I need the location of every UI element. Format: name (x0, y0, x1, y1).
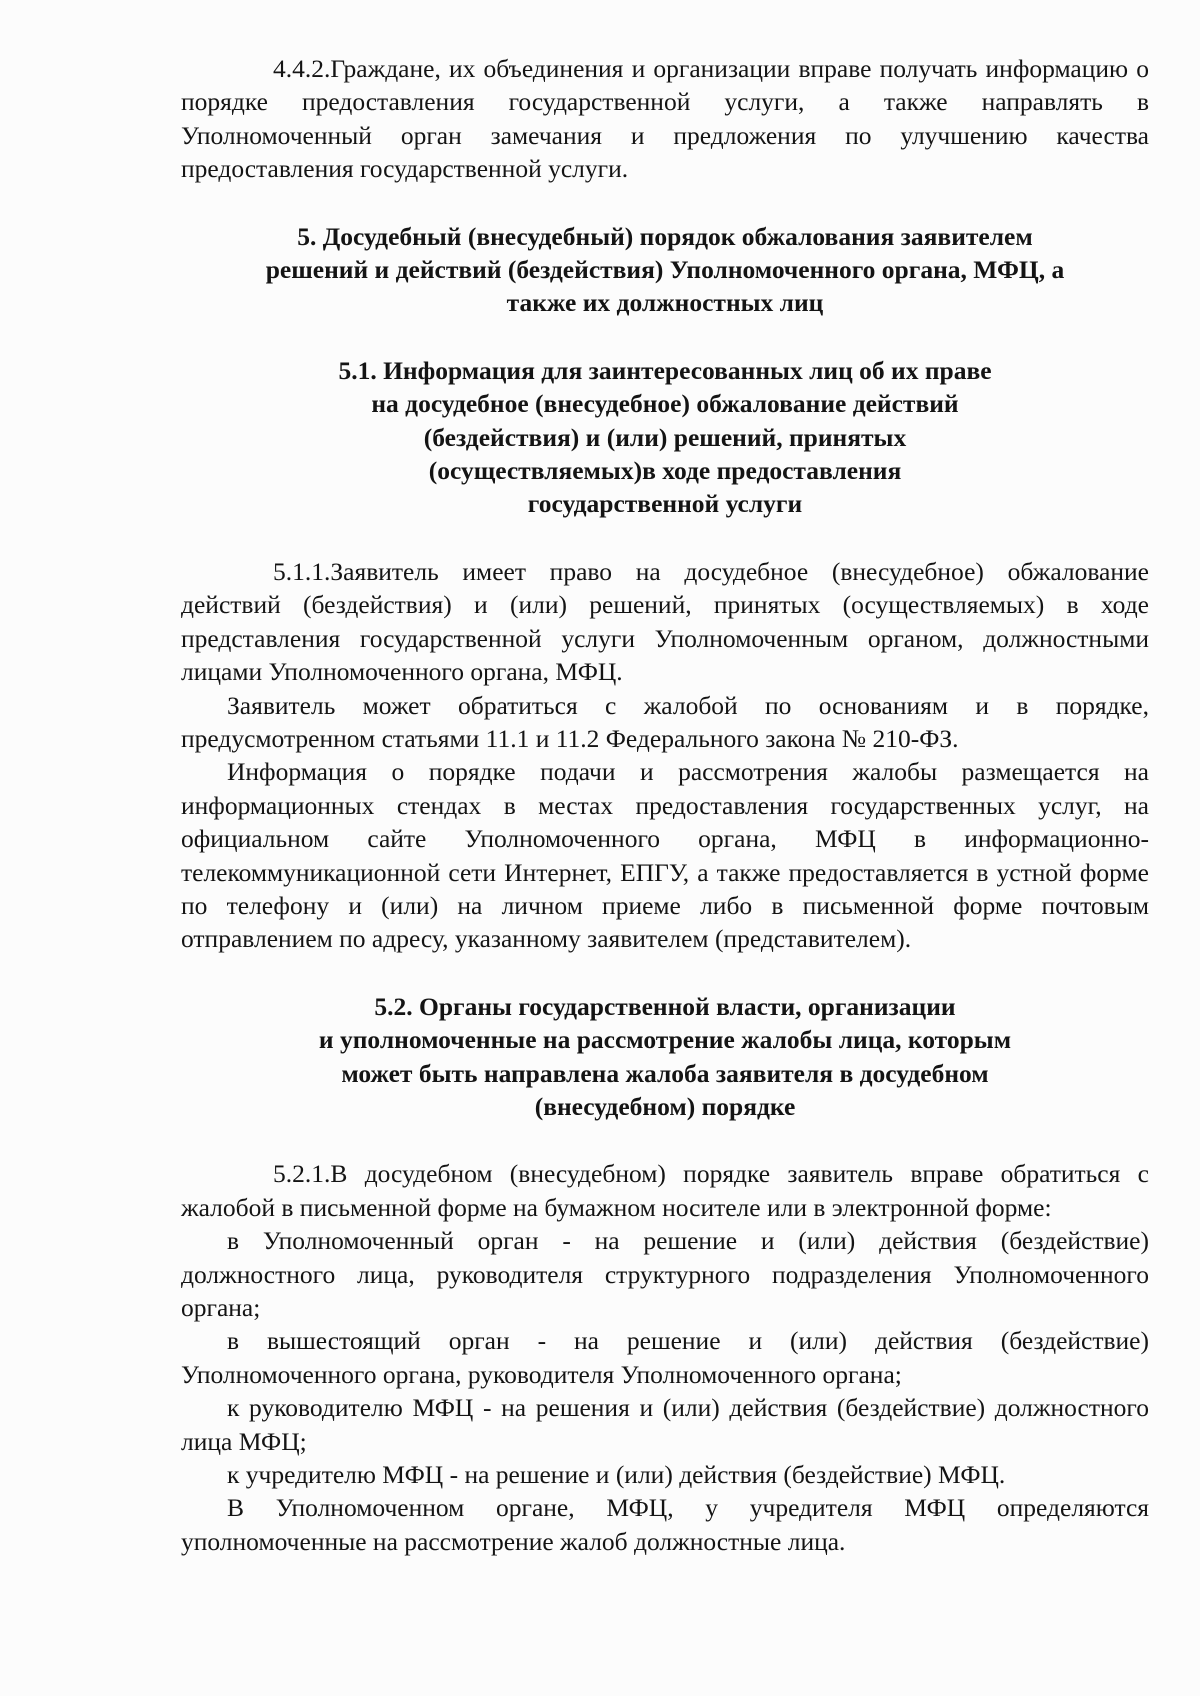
spacer (181, 521, 1149, 555)
spacer (181, 320, 1149, 354)
paragraph-number: 4.4.2. (273, 54, 331, 83)
document-body (181, 52, 1149, 1558)
paragraph-authorized-officials: В Уполномоченном органе, МФЦ, у учредителя МФЦ определяются уполномоченные на рассмотрение жалоб должностные лица. (181, 1493, 1149, 1556)
heading-line: (бездействия) и (или) решений, принятых (423, 422, 907, 452)
section-5-2-heading (181, 990, 1149, 1124)
section-5-1-heading (181, 354, 1149, 521)
paragraph-4-4-2 (181, 52, 1149, 186)
paragraph-text: В досудебном (внесудебном) порядке заявитель вправе обратиться с жалобой в письменной форме на бумажном носителе или в электронной форме: (181, 1159, 1149, 1222)
heading-line: может быть направлена жалоба заявителя в досудебном (341, 1058, 989, 1088)
heading-line: также их должностных лиц (506, 288, 824, 318)
heading-line: государственной услуги (527, 489, 803, 519)
heading-line: 5.2. Органы государственной власти, организации (374, 991, 956, 1021)
section-5-heading (181, 220, 1149, 320)
heading-line: и уполномоченные на рассмотрение жалобы лица, которым (318, 1025, 1012, 1055)
spacer (181, 186, 1149, 220)
spacer (181, 956, 1149, 990)
heading-line: 5.1. Информация для заинтересованных лиц об их праве (338, 355, 992, 385)
heading-line: 5. Досудебный (внесудебный) порядок обжалования заявителем (297, 221, 1033, 251)
paragraph-text: Граждане, их объединения и организации вправе получать информацию о порядке предоставления государственной услуги, а также направлять в Уполномоченный орган замечания и предложения по улучшению качества предоставления государственной услуги. (181, 54, 1149, 184)
paragraph-number: 5.1.1. (273, 556, 331, 586)
list-item-higher-body: в вышестоящий орган - на решение и (или) действия (бездействие) Уполномоченного органа, руководителя Уполномоченного органа; (181, 1326, 1149, 1389)
spacer (181, 1123, 1149, 1157)
list-item-authorized-body: в Уполномоченный орган - на решение и (или) действия (бездействие) должностного лица, руководителя структурного подразделения Уполномоченного органа; (181, 1226, 1149, 1322)
list-item-mfc-founder: к учредителю МФЦ - на решение и (или) действия (бездействие) МФЦ. (227, 1460, 1006, 1490)
paragraph-5-2-1 (181, 1157, 1149, 1224)
paragraph-number: 5.2.1. (273, 1159, 331, 1189)
list-item-mfc-head: к руководителю МФЦ - на решения и (или) действия (бездействие) должностного лица МФЦ; (181, 1393, 1149, 1456)
paragraph-text: Заявитель имеет право на досудебное (внесудебное) обжалование действий (бездействия) и (или) решений, принятых (осуществляемых) в ходе представления государственной услуги Уполномоченным органом, должностными лицами Уполномоченного органа, МФЦ. (181, 556, 1149, 687)
paragraph-5-1-1 (181, 555, 1149, 689)
heading-line: (осуществляемых)в ходе предоставления (428, 456, 902, 486)
heading-line: на досудебное (внесудебное) обжалование действий (371, 389, 959, 419)
heading-line: (внесудебном) порядке (534, 1091, 796, 1121)
paragraph-complaint-info: Информация о порядке подачи и рассмотрения жалобы размещается на информационных стендах в местах предоставления государственных услуг, на официальном сайте Уполномоченного органа, МФЦ в информационно-телекоммуникационной сети Интернет, ЕПГУ, а также предоставляется в устной форме по телефону и (или) на личном приеме либо в письменной форме почтовым отправлением по адресу, указанному заявителем (представителем). (181, 757, 1149, 954)
paragraph-complaint-grounds: Заявитель может обратиться с жалобой по основаниям и в порядке, предусмотренном статьями 11.1 и 11.2 Федерального закона № 210-ФЗ. (181, 690, 1149, 753)
heading-line: решений и действий (бездействия) Уполномоченного органа, МФЦ, а (265, 255, 1065, 285)
